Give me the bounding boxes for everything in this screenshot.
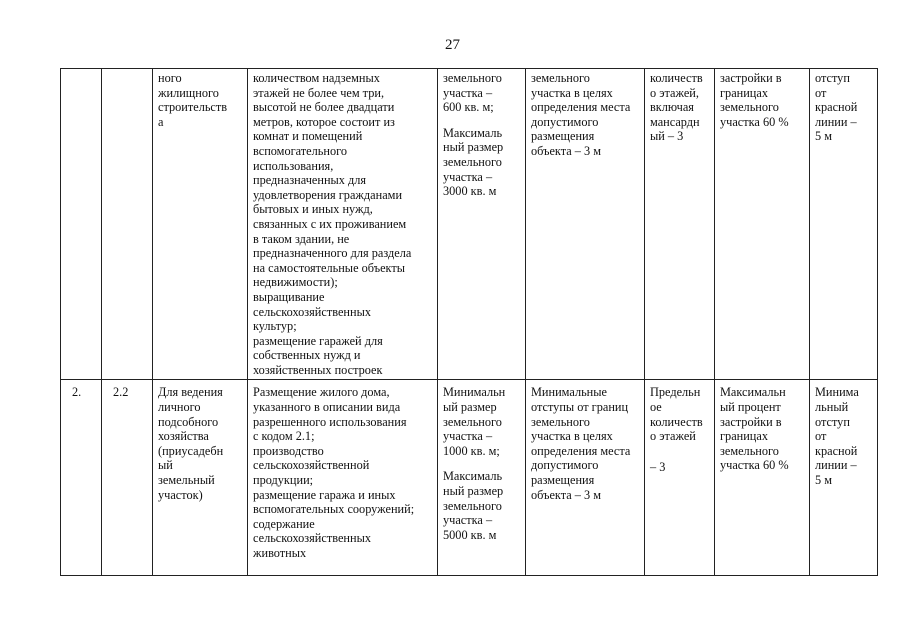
cell-line: Минима (815, 385, 859, 400)
cell-line: земельного (531, 71, 590, 85)
cell-line: продукции; (253, 473, 314, 488)
cell-line: ый размер (443, 400, 497, 415)
cell-line: хозяйственных построек (253, 362, 383, 377)
cell-line: участка в целях (531, 429, 613, 444)
cell-line: красной (815, 100, 858, 115)
description-cell (248, 69, 438, 380)
cell-line: – 3 (650, 459, 666, 474)
cell-paragraph (650, 385, 710, 443)
cell-line: Минимальн (443, 385, 506, 400)
cell-line: ый процент (720, 400, 781, 415)
cell-line: метров, которое состоит из (253, 114, 395, 129)
cell-line: личного (158, 400, 201, 415)
cell-line: бытовых и иных нужд, (253, 202, 373, 217)
red-line-setback-cell (810, 380, 878, 576)
cell-paragraph (650, 71, 710, 144)
red-line-setback-cell (810, 69, 878, 380)
cell-line: объекта – 3 м (531, 487, 602, 502)
floors-cell (645, 380, 715, 576)
cell-line: в таком здании, не (253, 231, 350, 246)
cell-line: ый (158, 458, 173, 473)
cell-line: Максималь (443, 125, 503, 140)
cell-line: недвижимости); (253, 275, 338, 290)
cell-line: линии – (815, 458, 857, 473)
cell-line: собственных нужд и (253, 348, 361, 363)
row-number: 2. (72, 385, 82, 400)
use-name-cell (153, 69, 248, 380)
cell-line: выращивание (253, 289, 325, 304)
cell-line: разрешенного использования (253, 414, 407, 429)
coverage-cell (715, 69, 810, 380)
cell-line: застройки в (720, 71, 782, 85)
cell-line: количеств (650, 71, 703, 85)
floors-cell (645, 69, 715, 380)
cell-line: сельскохозяйственных (253, 531, 371, 546)
cell-line: от (815, 429, 827, 444)
cell-line: указанного в описании вида (253, 400, 401, 415)
cell-line: отступ (815, 414, 850, 429)
cell-line: определения места (531, 100, 631, 115)
code-cell (102, 69, 153, 380)
cell-line: строительств (158, 100, 228, 115)
cell-line: границах (720, 429, 768, 444)
cell-line: включая (650, 100, 694, 115)
cell-line: размещение гаражей для (253, 333, 383, 348)
cell-paragraph (443, 385, 521, 458)
cell-line: земельного (720, 100, 779, 115)
page-number: 27 (445, 37, 460, 53)
cell-line: отступы от границ (531, 400, 629, 415)
cell-line: участка – (443, 85, 493, 100)
cell-line: участка – (443, 513, 493, 528)
cell-line: ный размер (443, 140, 504, 155)
cell-line: 5 м (815, 473, 833, 488)
cell-line: а (158, 114, 164, 129)
cell-line: содержание (253, 516, 315, 531)
cell-line: культур; (253, 319, 297, 334)
cell-line: вспомогательного (253, 143, 347, 158)
cell-paragraph (650, 460, 710, 475)
cell-line: участка 60 % (720, 114, 789, 129)
cell-line: животных (253, 546, 307, 560)
cell-line: 600 кв. м; (443, 100, 494, 115)
cell-line: 3000 кв. м (443, 184, 497, 199)
cell-line: отступ (815, 71, 850, 85)
cell-line: участка – (443, 169, 493, 184)
coverage-cell (715, 380, 810, 576)
cell-line: Предельн (650, 385, 701, 400)
cell-line: линии – (815, 114, 857, 129)
cell-line: удовлетворения гражданами (253, 187, 403, 202)
cell-line: сельскохозяйственных (253, 304, 371, 319)
cell-line: ое (650, 400, 662, 415)
cell-line: границах (720, 85, 768, 100)
cell-line: на самостоятельные объекты (253, 260, 405, 275)
plot-area-cell (438, 69, 526, 380)
cell-line: хозяйства (158, 429, 209, 444)
cell-line: Для ведения (158, 385, 223, 400)
cell-line: связанных с их проживанием (253, 216, 407, 231)
cell-line: высотой не более двадцати (253, 100, 395, 115)
cell-line: предназначенного для раздела (253, 246, 412, 261)
cell-line: о этажей, (650, 85, 699, 100)
cell-line: производство (253, 443, 324, 458)
cell-line: Размещение жилого дома, (253, 385, 390, 400)
cell-line: объекта – 3 м (531, 143, 602, 158)
table-row (61, 69, 878, 380)
cell-line: земельного (531, 414, 590, 429)
cell-line: количеств (650, 414, 703, 429)
cell-line: комнат и помещений (253, 129, 363, 144)
cell-line: размещения (531, 129, 595, 144)
cell-line: о этажей (650, 429, 696, 444)
cell-line: допустимого (531, 114, 599, 129)
regulations-table (60, 68, 878, 576)
cell-line: земельного (720, 443, 779, 458)
cell-line: мансардн (650, 114, 700, 129)
cell-line: земельного (443, 414, 502, 429)
cell-line: Максимальн (720, 385, 786, 400)
cell-line: Минимальные (531, 385, 607, 400)
cell-line: количеством надземных (253, 71, 380, 85)
cell-line: 1000 кв. м; (443, 443, 500, 458)
cell-line: этажей не более чем три, (253, 85, 385, 100)
cell-line: предназначенных для (253, 173, 367, 188)
cell-line: размещение гаража и иных (253, 487, 396, 502)
setback-cell (526, 380, 645, 576)
cell-line: подсобного (158, 414, 219, 429)
cell-line: льный (815, 400, 849, 415)
cell-line: ного (158, 71, 182, 85)
table-row (61, 380, 878, 576)
cell-line: допустимого (531, 458, 599, 473)
cell-line: земельный (158, 473, 215, 488)
cell-line: земельного (443, 498, 502, 513)
cell-line: красной (815, 443, 858, 458)
use-code: 2.2 (113, 385, 129, 400)
cell-line: земельного (443, 154, 502, 169)
cell-line: Максималь (443, 469, 503, 484)
cell-line: определения места (531, 443, 631, 458)
setback-cell (526, 69, 645, 380)
row-number-cell (61, 380, 102, 576)
cell-line: ый – 3 (650, 129, 684, 144)
cell-line: от (815, 85, 827, 100)
cell-paragraph (443, 469, 521, 542)
cell-line: (приусадебн (158, 443, 224, 458)
cell-line: участка 60 % (720, 458, 789, 473)
cell-line: застройки в (720, 414, 782, 429)
cell-line: участок) (158, 487, 203, 502)
use-name-cell (153, 380, 248, 576)
cell-paragraph (443, 71, 521, 115)
cell-line: жилищного (158, 85, 219, 100)
cell-line: ный размер (443, 484, 504, 499)
cell-line: участка – (443, 429, 493, 444)
row-number-cell (61, 69, 102, 380)
cell-line: сельскохозяйственной (253, 458, 370, 473)
cell-line: размещения (531, 473, 595, 488)
cell-line: с кодом 2.1; (253, 429, 315, 444)
plot-area-cell (438, 380, 526, 576)
cell-line: 5 м (815, 129, 833, 144)
code-cell (102, 380, 153, 576)
cell-line: земельного (443, 71, 502, 85)
cell-line: использования, (253, 158, 334, 173)
description-cell (248, 380, 438, 576)
cell-line: вспомогательных сооружений; (253, 502, 415, 517)
cell-line: 5000 кв. м (443, 527, 497, 542)
cell-paragraph (443, 126, 521, 199)
cell-line: участка в целях (531, 85, 613, 100)
